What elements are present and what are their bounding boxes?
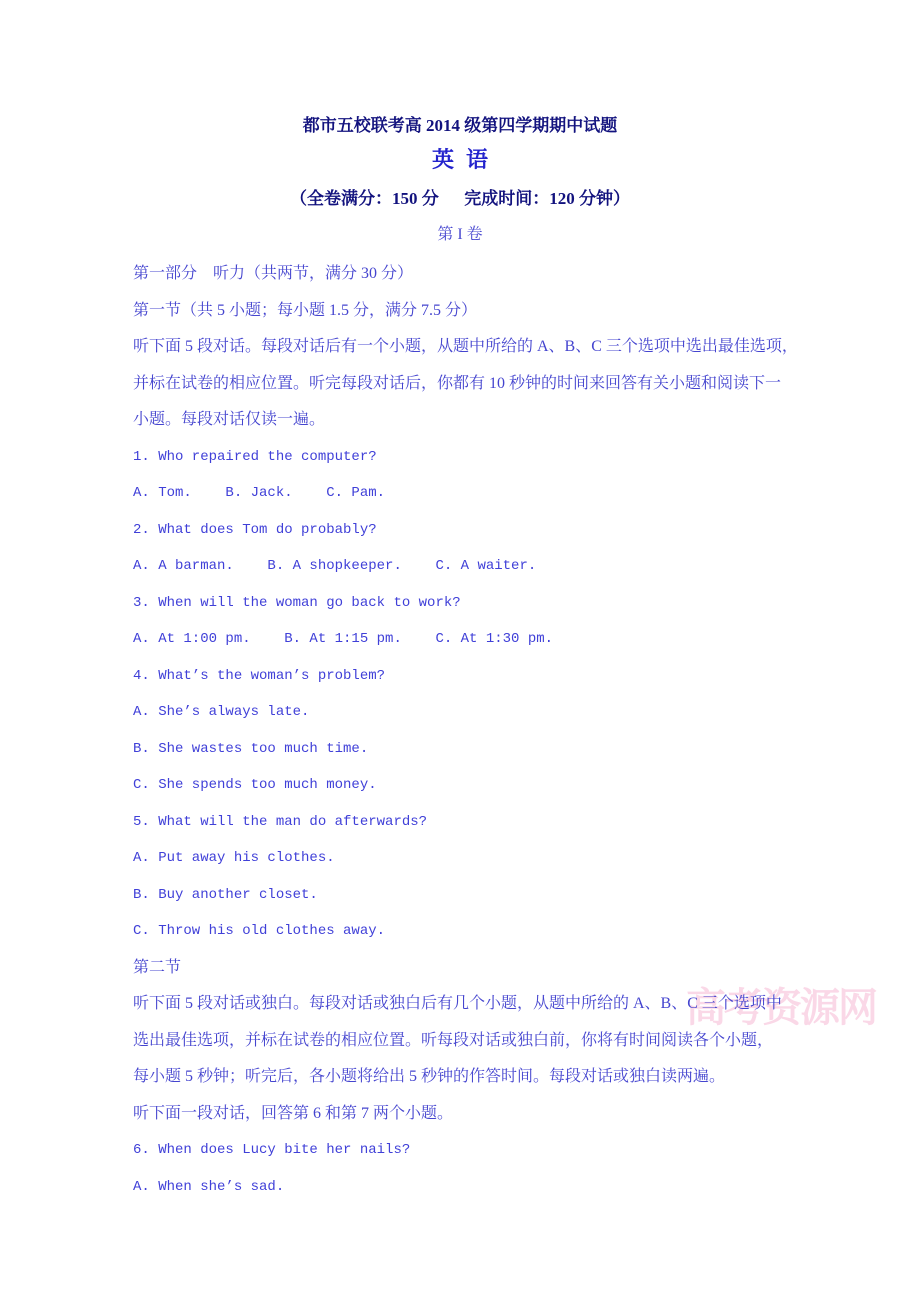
section2-instruction-line: 听下面 5 段对话或独白。每段对话或独白后有几个小题，从题中所给的 A、B、C 三个选项中 — [133, 995, 782, 1012]
exam-page — [0, 108, 920, 1302]
section2-instruction-line: 选出最佳选项，并标在试卷的相应位置。听每段对话或独白前，你将有时间阅读各个小题， — [133, 1031, 774, 1049]
exam-document — [0, 108, 920, 1205]
question-2-options: A. A barman. B. A shopkeeper. C. A waiter. — [133, 558, 537, 574]
question-4-option-c: C. She spends too much money. — [133, 777, 377, 793]
exam-title: 都市五校联考高 2014 级第四学期期中试题 — [302, 116, 618, 135]
question-1: 1. Who repaired the computer? — [133, 448, 377, 465]
question-5-option-a: A. Put away his clothes. — [133, 850, 335, 866]
question-6: 6. When does Lucy bite her nails? — [133, 1142, 411, 1158]
question-6-option-a: A. When she’s sad. — [133, 1178, 285, 1195]
watermark: 高考资源网 — [686, 985, 876, 1030]
section1-heading: 第一节（共 5 小题；每小题 1.5 分，满分 7.5 分） — [133, 301, 478, 319]
question-3-options: A. At 1:00 pm. B. At 1:15 pm. C. At 1:30 pm. — [133, 631, 554, 647]
question-2: 2. What does Tom do probably? — [133, 521, 377, 538]
question-5: 5. What will the man do afterwards? — [133, 813, 428, 830]
volume-label: 第 I 卷 — [437, 226, 483, 243]
section2-heading: 第二节 — [133, 958, 182, 976]
exam-score-time: （全卷满分：150 分 完成时间：120 分钟） — [290, 189, 630, 208]
exam-body — [0, 256, 920, 1205]
question-4-option-a: A. She’s always late. — [133, 704, 310, 720]
question-1-options: A. Tom. B. Jack. C. Pam. — [133, 485, 386, 501]
question-4: 4. What’s the woman’s problem? — [133, 667, 386, 684]
section1-instruction-line: 听下面 5 段对话。每段对话后有一个小题，从题中所给的 A、B、C 三个选项中选出最佳选项， — [133, 338, 798, 355]
part1-heading: 第一部分 听力（共两节，满分 30 分） — [133, 265, 414, 282]
question-4-option-b: B. She wastes too much time. — [133, 740, 369, 757]
exam-subject: 英语 — [431, 147, 500, 172]
question-3: 3. When will the woman go back to work? — [133, 594, 461, 611]
question-5-option-c: C. Throw his old clothes away. — [133, 923, 386, 939]
section1-instruction-line: 并标在试卷的相应位置。听完每段对话后，你都有 10 秒钟的时间来回答有关小题和阅读下一 — [133, 374, 782, 392]
section2-instruction-line: 每小题 5 秒钟；听完后，各小题将给出 5 秒钟的作答时间。每段对话或独白读两遍。 — [133, 1068, 726, 1085]
section2-instruction-line: 听下面一段对话，回答第 6 和第 7 两个小题。 — [133, 1104, 454, 1122]
question-5-option-b: B. Buy another closet. — [133, 886, 318, 903]
section1-instruction-line: 小题。每段对话仅读一遍。 — [133, 411, 326, 428]
